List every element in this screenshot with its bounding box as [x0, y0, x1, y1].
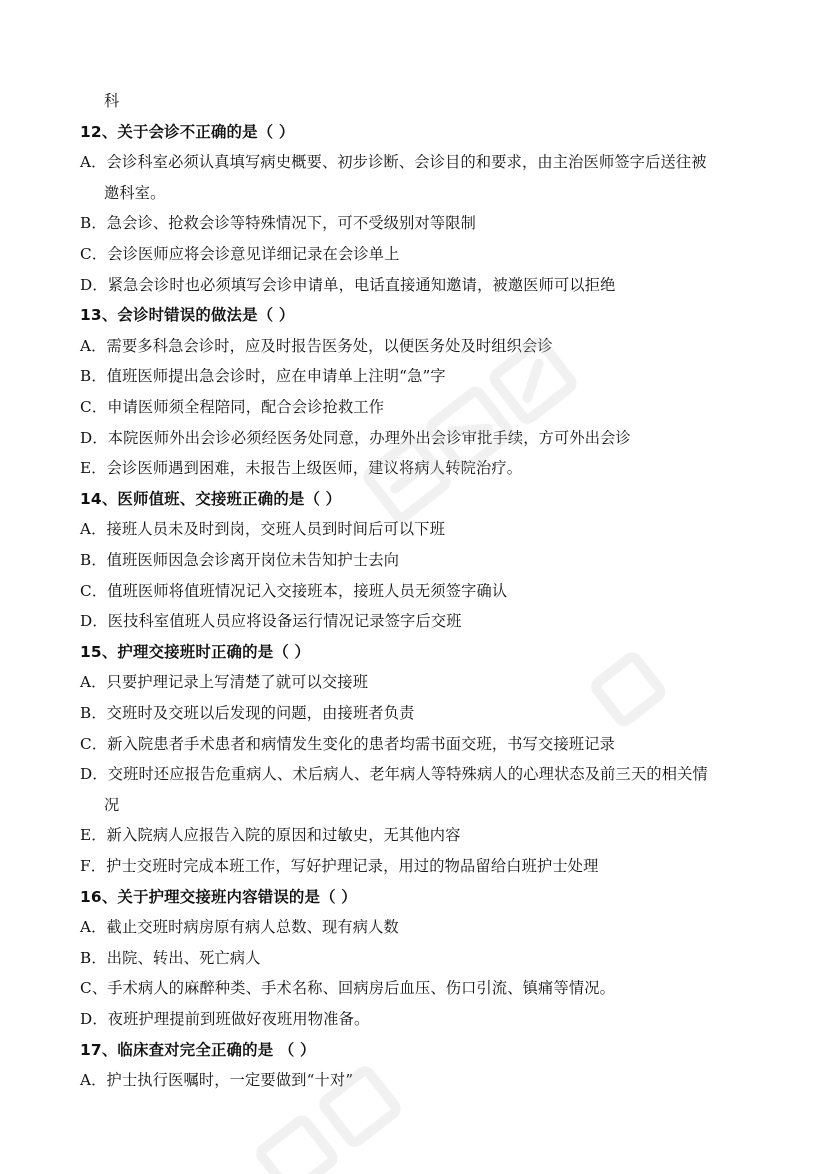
option-item: D．交班时还应报告危重病人、术后病人、老年病人等特殊病人的心理状态及前三天的相关情: [80, 765, 708, 784]
option-item: A．截止交班时病房原有病人总数、现有病人数: [80, 918, 399, 937]
option-item: C．值班医师将值班情况记入交接班本，接班人员无须签字确认: [80, 581, 508, 600]
option-item: A．接班人员未及时到岗，交班人员到时间后可以下班: [80, 520, 446, 539]
option-item: C．申请医师须全程陪同，配合会诊抢救工作: [80, 398, 385, 416]
option-continuation: 科: [104, 92, 120, 110]
option-item: A．护士执行医嘱时，一定要做到“十对”: [80, 1071, 354, 1090]
option-continuation: 况: [104, 795, 120, 814]
option-item: F．护士交班时完成本班工作，写好护理记录，用过的物品留给白班护士处理: [80, 857, 599, 875]
option-item: D．医技科室值班人员应将设备运行情况记录签字后交班: [80, 612, 462, 631]
option-item: D．本院医师外出会诊必须经医务处同意，办理外出会诊审批手续，方可外出会诊: [80, 428, 631, 447]
option-item: B．出院、转出、死亡病人: [80, 948, 261, 967]
question-heading: 17、临床查对完全正确的是 （ ）: [80, 1040, 316, 1059]
option-item: A．只要护理记录上写清楚了就可以交接班: [80, 673, 369, 692]
option-item: A．需要多科急会诊时，应及时报告医务处，以便医务处及时组织会诊: [80, 336, 553, 355]
option-item: A．会诊科室必须认真填写病史概要、初步诊断、会诊目的和要求，由主治医师签字后送往被: [80, 153, 707, 172]
option-item: C．会诊医师应将会诊意见详细记录在会诊单上: [80, 245, 400, 263]
option-item: D．夜班护理提前到班做好夜班用物准备。: [80, 1010, 370, 1028]
question-heading: 13、会诊时错误的做法是（ ）: [80, 306, 295, 325]
option-item: E．新入院病人应报告入院的原因和过敏史，无其他内容: [80, 826, 461, 845]
option-continuation: 邀科室。: [104, 183, 166, 202]
option-item: B．交班时及交班以后发现的问题，由接班者负责: [80, 704, 415, 722]
option-item: B．值班医师因急会诊离开岗位未告知护士去向: [80, 551, 400, 569]
option-item: E．会诊医师遇到困难，未报告上级医师，建议将病人转院治疗。: [80, 459, 523, 478]
option-item: B．急会诊、抢救会诊等特殊情况下，可不受级别对等限制: [80, 214, 477, 233]
option-item: B．值班医师提出急会诊时，应在申请单上注明“急”字: [80, 367, 446, 386]
question-heading: 16、关于护理交接班内容错误的是（ ）: [80, 887, 357, 906]
question-heading: 12、关于会诊不正确的是（ ）: [80, 122, 295, 141]
question-heading: 14、医师值班、交接班正确的是（ ）: [80, 489, 342, 508]
option-item: D．紧急会诊时也必须填写会诊申请单，电话直接通知邀请，被邀医师可以拒绝: [80, 275, 616, 294]
option-item: C．新入院患者手术患者和病情发生变化的患者均需书面交班，书写交接班记录: [80, 734, 615, 753]
question-heading: 15、护理交接班时正确的是（ ）: [80, 642, 311, 661]
option-item: C、手术病人的麻醉种类、手术名称、回病房后血压、伤口引流、镇痛等情况。: [80, 979, 615, 998]
